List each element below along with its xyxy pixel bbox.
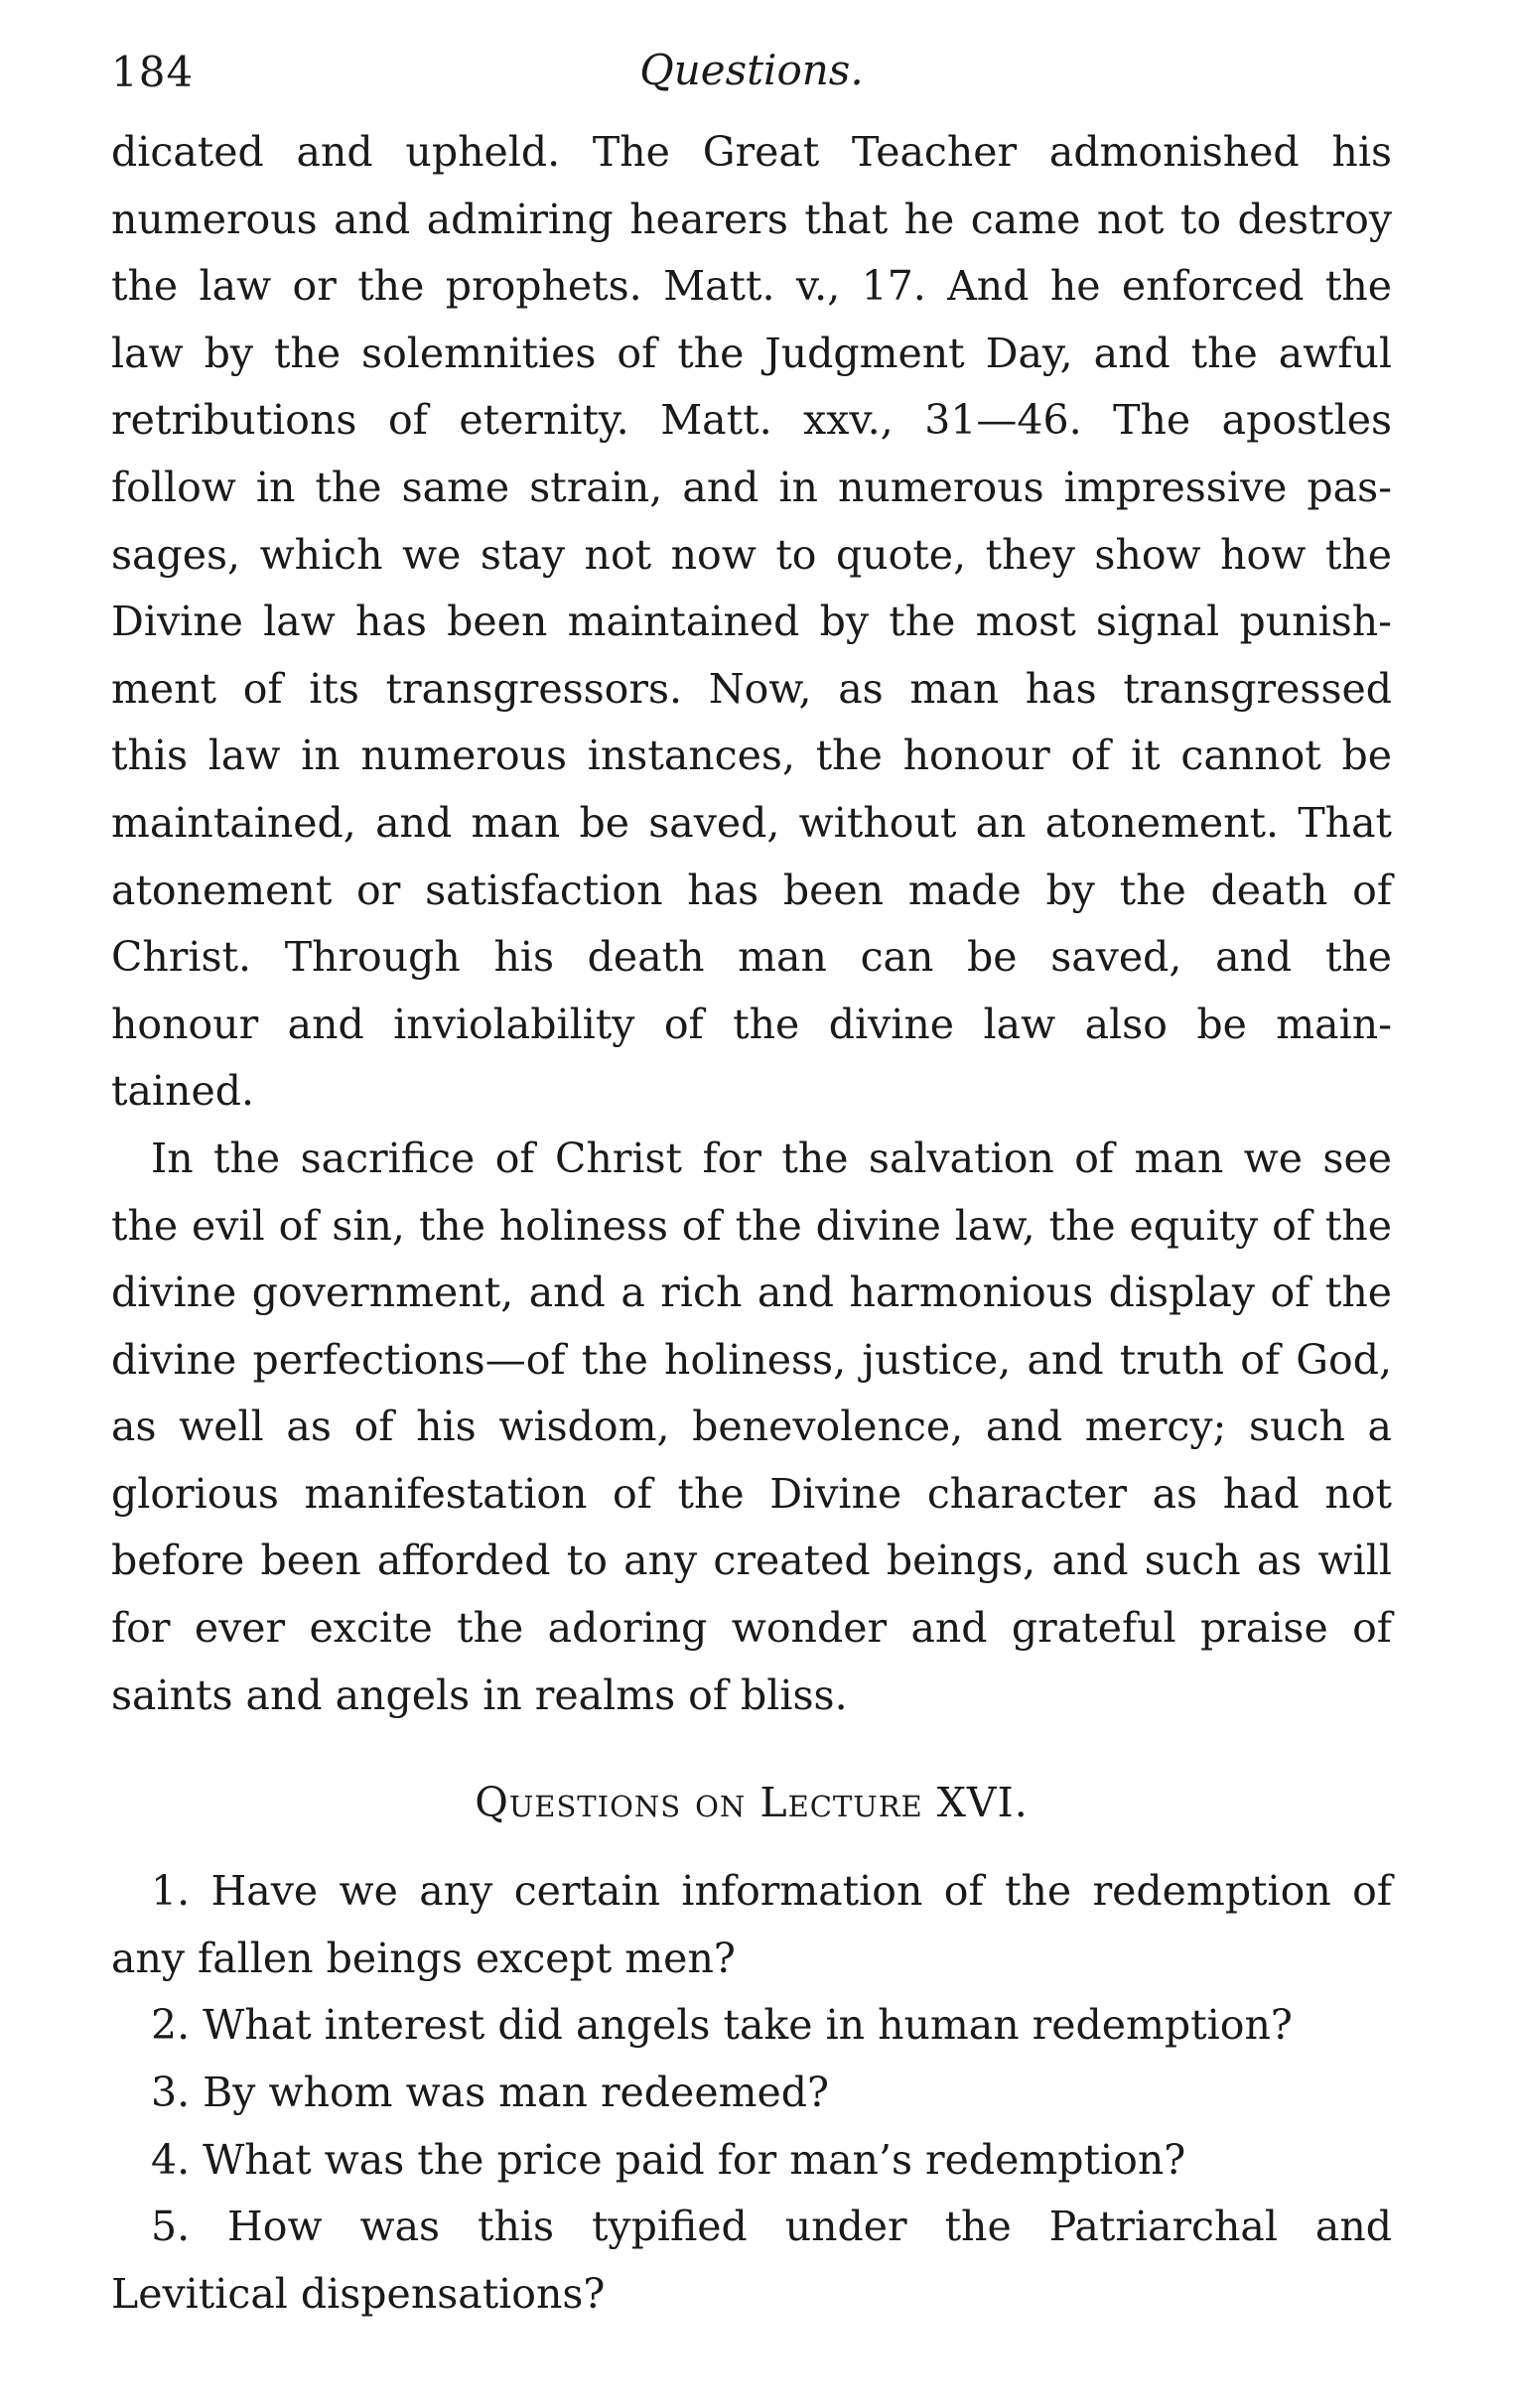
text-line: sages, which we stay not now to quote, they show how the (111, 530, 1392, 579)
text-line: this law in numerous instances, the honour of it cannot be (111, 732, 1392, 780)
text-line: ment of its transgressors. Now, as man has transgressed (111, 664, 1392, 713)
text-line: numerous and admiring hearers that he came not to destroy (111, 195, 1392, 243)
text-line: divine perfections—of the holiness, justice, and truth of God, (111, 1335, 1392, 1384)
question-item (111, 1858, 1392, 1992)
running-title: Questions. (639, 46, 864, 94)
question-list (111, 1858, 1392, 2328)
text-line: retributions of eternity. Matt. xxv., 31—46. The apostles (111, 396, 1392, 445)
question-item (111, 1992, 1392, 2060)
text-line: Levitical dispensations? (111, 2269, 606, 2318)
text-line: as well as of his wisdom, benevolence, and mercy; such a (111, 1403, 1392, 1451)
text-line: saints and angels in realms of bliss. (111, 1671, 848, 1719)
running-head (111, 40, 1392, 119)
text-line: glorious manifestation of the Divine character as had not (111, 1469, 1392, 1518)
text-line: before been afforded to any created beings, and such as will (111, 1537, 1392, 1585)
text-line: dicated and upheld. The Great Teacher admonished his (111, 128, 1392, 176)
question-item (111, 2127, 1392, 2195)
text-line: the law or the prophets. Matt. v., 17. And he enforced the (111, 262, 1392, 311)
text-line: law by the solemnities of the Judgment Day, and the awful (111, 329, 1392, 377)
text-line: the evil of sin, the holiness of the divine law, the equity of the (111, 1201, 1392, 1250)
paragraph-continuation (111, 119, 1392, 1126)
text-line: 4. What was the price paid for man’s redemption? (151, 2135, 1186, 2184)
text-line: 1. Have we any certain information of the redemption of (151, 1867, 1392, 1916)
text-line: follow in the same strain, and in numerous impressive pas- (111, 463, 1392, 511)
text-line: Christ. Through his death man can be saved, and the (111, 933, 1392, 982)
question-item (111, 2194, 1392, 2328)
paragraph-sacrifice (111, 1126, 1392, 1729)
text-line: for ever excite the adoring wonder and grateful praise of (111, 1604, 1392, 1653)
book-page (111, 40, 1392, 2328)
text-line: 3. By whom was man redeemed? (151, 2069, 829, 2117)
text-line: any fallen beings except men? (111, 1934, 736, 1982)
text-line: Divine law has been maintained by the most signal punish- (111, 598, 1392, 646)
text-line: 2. What interest did angels take in human redemption? (151, 2001, 1293, 2050)
text-line: tained. (111, 1067, 254, 1116)
text-line: maintained, and man be saved, without an atonement. That (111, 798, 1392, 847)
text-line: atonement or satisfaction has been made by the death of (111, 866, 1392, 914)
question-item (111, 2060, 1392, 2127)
text-line: In the sacrifice of Christ for the salvation of man we see (151, 1134, 1392, 1182)
section-heading: Questions on Lecture XVI. (475, 1779, 1029, 1827)
text-line: divine government, and a rich and harmonious display of the (111, 1269, 1392, 1317)
text-line: 5. How was this typified under the Patriarchal and (151, 2203, 1392, 2251)
text-line: honour and inviolability of the divine law also be main- (111, 1000, 1392, 1048)
page-number: 184 (111, 48, 195, 96)
